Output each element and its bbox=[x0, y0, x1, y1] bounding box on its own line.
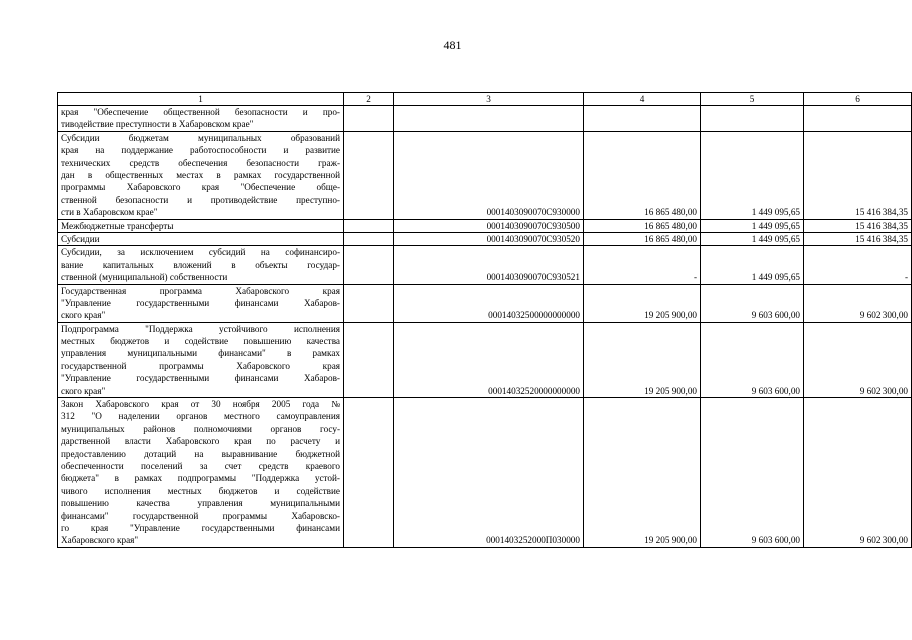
amount-column-6: - bbox=[804, 246, 912, 284]
description-line: муниципальных районов полномочиями органов госу- bbox=[61, 423, 340, 434]
row-description bbox=[58, 246, 344, 284]
amount-column-4: 19 205 900,00 bbox=[584, 322, 701, 397]
table-row bbox=[58, 131, 912, 219]
amount-column-6: 9 602 300,00 bbox=[804, 322, 912, 397]
budget-table bbox=[57, 92, 912, 548]
amount-column-5: 1 449 095,65 bbox=[701, 232, 804, 245]
amount-column-6: 9 602 300,00 bbox=[804, 398, 912, 548]
row-column-2 bbox=[344, 219, 394, 232]
amount-column-5: 1 449 095,65 bbox=[701, 219, 804, 232]
description-line: Государственная программа Хабаровского края bbox=[61, 285, 340, 296]
column-number: 2 bbox=[344, 93, 394, 106]
amount-column-5 bbox=[701, 106, 804, 132]
amount-column-4 bbox=[584, 106, 701, 132]
table-row bbox=[58, 284, 912, 322]
column-number: 1 bbox=[58, 93, 344, 106]
amount-column-4: - bbox=[584, 246, 701, 284]
column-number-row bbox=[58, 93, 912, 106]
row-column-2 bbox=[344, 322, 394, 397]
row-column-2 bbox=[344, 232, 394, 245]
description-line: предоставлению дотаций на выравнивание бюджетной bbox=[61, 448, 340, 459]
description-line: ского края" bbox=[61, 310, 106, 321]
budget-code: 0001403090070С930520 bbox=[394, 232, 584, 245]
amount-column-4: 19 205 900,00 bbox=[584, 284, 701, 322]
row-column-2 bbox=[344, 398, 394, 548]
budget-code: 0001403252000П030000 bbox=[394, 398, 584, 548]
row-column-2 bbox=[344, 246, 394, 284]
row-description bbox=[58, 322, 344, 397]
budget-code: 0001403090070С930521 bbox=[394, 246, 584, 284]
description-line: "Управление государственными финансами Хабаров- bbox=[61, 297, 340, 308]
row-column-2 bbox=[344, 131, 394, 219]
description-line: повышению качества управления муниципальными bbox=[61, 498, 340, 509]
amount-column-4: 16 865 480,00 bbox=[584, 232, 701, 245]
description-line: дан в общественных местах в рамках государственной bbox=[61, 169, 340, 180]
description-line: ственной (муниципальной) собственности bbox=[61, 272, 228, 283]
amount-column-5: 9 603 600,00 bbox=[701, 398, 804, 548]
description-line: края на поддержание работоспособности и развитие bbox=[61, 145, 340, 156]
amount-column-5: 1 449 095,65 bbox=[701, 246, 804, 284]
description-line: местных бюджетов и содействие повышению качества bbox=[61, 336, 340, 347]
description-line: ского края" bbox=[61, 385, 106, 396]
table-row bbox=[58, 232, 912, 245]
description-line: го края "Управление государственными финансами bbox=[61, 522, 340, 533]
description-line: сти в Хабаровском крае" bbox=[61, 207, 158, 218]
amount-column-5: 1 449 095,65 bbox=[701, 131, 804, 219]
description-line: 312 "О наделении органов местного самоуправления bbox=[61, 411, 340, 422]
description-line: Хабаровского края" bbox=[61, 535, 139, 546]
amount-column-4: 16 865 480,00 bbox=[584, 131, 701, 219]
table-row bbox=[58, 398, 912, 548]
page-number: 481 bbox=[443, 38, 462, 52]
description-line: технических средств обеспечения безопасности граж- bbox=[61, 157, 340, 168]
description-line: вание капитальных вложений в объекты государ- bbox=[61, 259, 340, 270]
amount-column-6: 15 416 384,35 bbox=[804, 219, 912, 232]
amount-column-6: 15 416 384,35 bbox=[804, 232, 912, 245]
description-line: бюджета" в рамках подпрограммы "Поддержка устой- bbox=[61, 473, 340, 484]
description-line: Субсидии бюджетам муниципальных образований bbox=[61, 132, 340, 143]
description-line: Субсидии bbox=[61, 233, 100, 244]
row-description bbox=[58, 131, 344, 219]
budget-code: 00014032500000000000 bbox=[394, 284, 584, 322]
description-line: края "Обеспечение общественной безопасности и про- bbox=[61, 107, 340, 117]
description-line: "Управление государственными финансами Хабаров- bbox=[61, 373, 340, 384]
table-row bbox=[58, 219, 912, 232]
row-column-2 bbox=[344, 284, 394, 322]
description-line: Межбюджетные трансферты bbox=[61, 220, 174, 231]
description-line: программы Хабаровского края "Обеспечение обще- bbox=[61, 182, 340, 193]
table-row bbox=[58, 322, 912, 397]
description-line: ственной безопасности и противодействие преступно- bbox=[61, 194, 340, 205]
amount-column-6 bbox=[804, 106, 912, 132]
description-line: государственной программы Хабаровского края bbox=[61, 360, 340, 371]
description-line: Субсидии, за исключением субсидий на софинансиро- bbox=[61, 247, 340, 258]
column-number: 5 bbox=[701, 93, 804, 106]
amount-column-4: 19 205 900,00 bbox=[584, 398, 701, 548]
row-description bbox=[58, 284, 344, 322]
row-description bbox=[58, 398, 344, 548]
column-number: 3 bbox=[394, 93, 584, 106]
amount-column-6: 9 602 300,00 bbox=[804, 284, 912, 322]
row-description bbox=[58, 232, 344, 245]
table-row bbox=[58, 246, 912, 284]
amount-column-5: 9 603 600,00 bbox=[701, 322, 804, 397]
amount-column-5: 9 603 600,00 bbox=[701, 284, 804, 322]
table-row bbox=[58, 106, 912, 132]
budget-code: 0001403090070С930000 bbox=[394, 131, 584, 219]
description-line: дарственной власти Хабаровского края по расчету и bbox=[61, 436, 340, 447]
budget-code bbox=[394, 106, 584, 132]
description-line: финансами" государственной программы Хабаровско- bbox=[61, 510, 340, 521]
column-number: 4 bbox=[584, 93, 701, 106]
description-line: управления муниципальными финансами" в рамках bbox=[61, 348, 340, 359]
budget-code: 0001403090070С930500 bbox=[394, 219, 584, 232]
description-line: Закон Хабаровского края от 30 ноября 2005 года № bbox=[61, 399, 340, 410]
description-line: тиводействие преступности в Хабаровском крае" bbox=[61, 119, 254, 130]
amount-column-6: 15 416 384,35 bbox=[804, 131, 912, 219]
amount-column-4: 16 865 480,00 bbox=[584, 219, 701, 232]
column-number: 6 bbox=[804, 93, 912, 106]
budget-code: 00014032520000000000 bbox=[394, 322, 584, 397]
description-line: обеспеченности поселений за счет средств краевого bbox=[61, 460, 340, 471]
description-line: чивого исполнения местных бюджетов и содействие bbox=[61, 485, 340, 496]
row-description bbox=[58, 106, 344, 132]
row-column-2 bbox=[344, 106, 394, 132]
description-line: Подпрограмма "Поддержка устойчивого исполнения bbox=[61, 323, 340, 334]
row-description bbox=[58, 219, 344, 232]
